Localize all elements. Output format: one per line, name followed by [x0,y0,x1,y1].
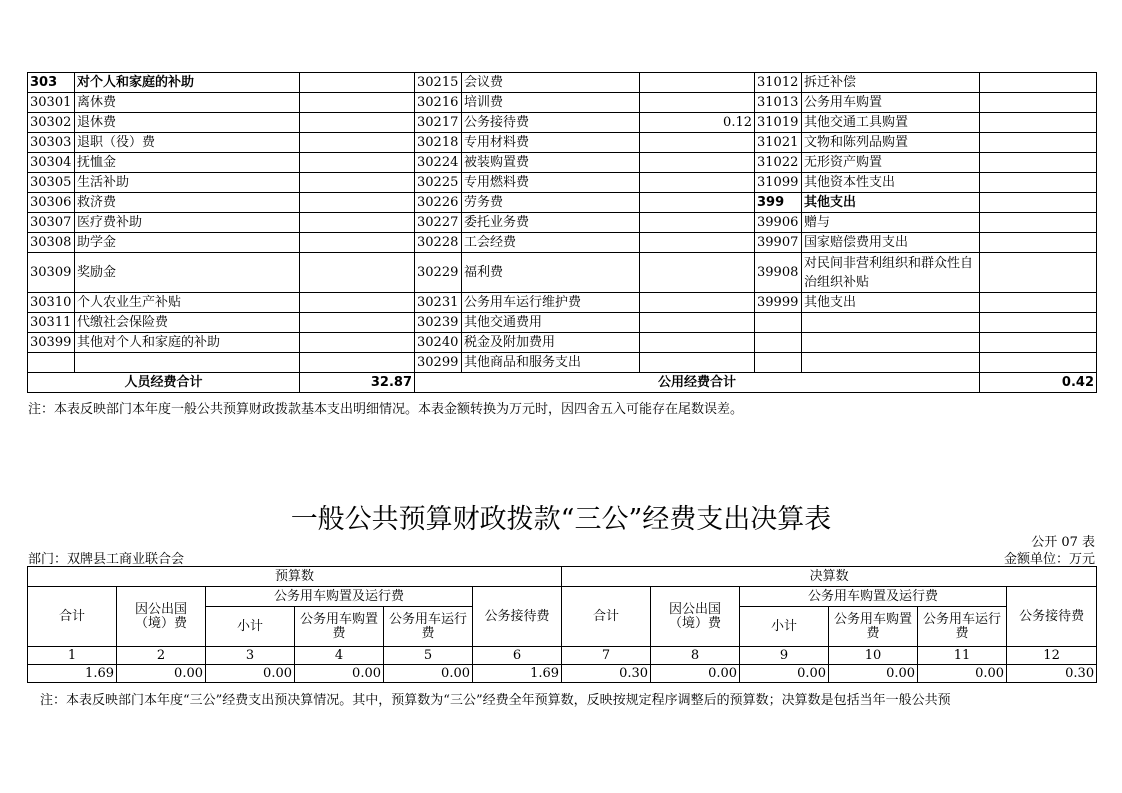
cell-a-amount [300,93,415,113]
cell-a-code: 30304 [28,153,75,173]
cell-c-amount [980,133,1097,153]
cell-a-amount [300,173,415,193]
cell-b-amount [640,193,755,213]
public-total-value: 0.42 [980,373,1097,393]
cell-a-code: 303 [28,73,75,93]
cell-b-code: 30215 [415,73,462,93]
cell-b-amount [640,293,755,313]
final-vehicle-group-header: 公务用车购置及运行费 [740,587,1007,607]
personnel-total-label: 人员经费合计 [28,373,300,393]
column-number: 2 [117,647,206,665]
cell-b-name: 公务接待费 [462,113,640,133]
cell-a-name [75,353,300,373]
cell-a-name: 抚恤金 [75,153,300,173]
cell-c-amount [980,233,1097,253]
cell-b-code: 30227 [415,213,462,233]
table-row [28,233,1097,253]
budget-subtotal-header: 小计 [206,607,295,647]
cell-a-code: 30302 [28,113,75,133]
value-cell: 0.00 [384,665,473,683]
cell-b-amount [640,233,755,253]
cell-c-code: 39908 [755,253,802,293]
cell-c-name: 其他支出 [802,293,980,313]
cell-b-name: 委托业务费 [462,213,640,233]
cell-c-name [802,313,980,333]
column-number: 10 [829,647,918,665]
table-row [28,133,1097,153]
column-number: 3 [206,647,295,665]
cell-b-name: 劳务费 [462,193,640,213]
cell-c-code: 31012 [755,73,802,93]
cell-c-code: 31013 [755,93,802,113]
cell-a-code: 30399 [28,333,75,353]
cell-b-name: 公务用车运行维护费 [462,293,640,313]
cell-c-code: 31022 [755,153,802,173]
cell-c-name: 其他交通工具购置 [802,113,980,133]
value-cell: 1.69 [28,665,117,683]
cell-a-amount [300,73,415,93]
cell-c-amount [980,293,1097,313]
cell-b-code: 30217 [415,113,462,133]
cell-a-code: 30311 [28,313,75,333]
cell-b-code: 30239 [415,313,462,333]
cell-b-amount [640,313,755,333]
cell-a-code [28,353,75,373]
form-code: 公开 07 表 [1031,535,1095,550]
column-number: 11 [918,647,1007,665]
table-row [28,153,1097,173]
cell-a-amount [300,313,415,333]
budget-header: 预算数 [28,567,562,587]
cell-b-name: 会议费 [462,73,640,93]
cell-c-amount [980,353,1097,373]
cell-c-code: 31021 [755,133,802,153]
cell-a-amount [300,293,415,313]
cell-a-amount [300,113,415,133]
cell-a-amount [300,253,415,293]
cell-a-code: 30309 [28,253,75,293]
cell-a-amount [300,213,415,233]
budget-vehicle-operation-header: 公务用车运行费 [384,607,473,647]
cell-b-name: 其他商品和服务支出 [462,353,640,373]
cell-a-code: 30308 [28,233,75,253]
table-row [28,173,1097,193]
value-cell: 0.00 [295,665,384,683]
cell-c-code [755,313,802,333]
three-public-expenses-table [27,566,1097,683]
cell-a-name: 医疗费补助 [75,213,300,233]
cell-b-amount [640,73,755,93]
value-cell: 0.00 [740,665,829,683]
cell-b-code: 30225 [415,173,462,193]
column-number: 12 [1007,647,1097,665]
cell-c-name [802,333,980,353]
table-row [28,333,1097,353]
cell-a-code: 30306 [28,193,75,213]
cell-b-name: 其他交通费用 [462,313,640,333]
table-row [28,213,1097,233]
cell-b-amount [640,133,755,153]
table1-note: 注：本表反映部门本年度一般公共预算财政拨款基本支出明细情况。本表金额转换为万元时，因四舍五入可能存在尾数误差。 [28,402,744,417]
cell-b-name: 专用材料费 [462,133,640,153]
cell-a-name: 其他对个人和家庭的补助 [75,333,300,353]
table-row [28,93,1097,113]
cell-b-code: 30218 [415,133,462,153]
cell-b-code: 30299 [415,353,462,373]
cell-a-code: 30310 [28,293,75,313]
column-number: 5 [384,647,473,665]
value-cell: 0.00 [651,665,740,683]
cell-a-name: 对个人和家庭的补助 [75,73,300,93]
cell-c-code: 31019 [755,113,802,133]
column-number-row [28,647,1097,665]
table-row [28,113,1097,133]
department-label: 部门：双牌县工商业联合会 [28,552,185,567]
final-vehicle-operation-header: 公务用车运行费 [918,607,1007,647]
cell-c-amount [980,173,1097,193]
cell-c-code [755,333,802,353]
personnel-total-value: 32.87 [300,373,415,393]
final-subtotal-header: 小计 [740,607,829,647]
cell-a-name: 退休费 [75,113,300,133]
column-number: 8 [651,647,740,665]
cell-c-amount [980,193,1097,213]
cell-c-name: 无形资产购置 [802,153,980,173]
cell-a-name: 代缴社会保险费 [75,313,300,333]
cell-b-code: 30226 [415,193,462,213]
cell-b-name: 专用燃料费 [462,173,640,193]
cell-b-code: 30216 [415,93,462,113]
value-cell: 0.00 [829,665,918,683]
cell-a-name: 救济费 [75,193,300,213]
cell-c-code [755,353,802,373]
cell-c-name: 文物和陈列品购置 [802,133,980,153]
table-row [28,313,1097,333]
cell-c-amount [980,113,1097,133]
cell-c-name: 其他支出 [802,193,980,213]
value-cell: 0.00 [117,665,206,683]
cell-a-name: 生活补助 [75,173,300,193]
cell-b-code: 30224 [415,153,462,173]
cell-c-code: 39906 [755,213,802,233]
cell-c-name: 公务用车购置 [802,93,980,113]
cell-a-code: 30301 [28,93,75,113]
budget-total-header: 合计 [28,587,117,647]
table-row [28,73,1097,93]
cell-c-code: 31099 [755,173,802,193]
table-row [28,193,1097,213]
table-row [28,293,1097,313]
cell-b-code: 30231 [415,293,462,313]
cell-c-amount [980,313,1097,333]
final-vehicle-purchase-header: 公务用车购置费 [829,607,918,647]
cell-b-amount [640,173,755,193]
cell-b-amount [640,253,755,293]
cell-a-amount [300,193,415,213]
cell-c-amount [980,253,1097,293]
cell-b-name: 培训费 [462,93,640,113]
cell-c-amount [980,333,1097,353]
cell-c-code: 39907 [755,233,802,253]
budget-vehicle-group-header: 公务用车购置及运行费 [206,587,473,607]
table-row [28,353,1097,373]
cell-a-name: 个人农业生产补贴 [75,293,300,313]
cell-b-amount [640,213,755,233]
cell-c-name: 对民间非营利组织和群众性自治组织补贴 [802,253,980,293]
cell-c-code: 399 [755,193,802,213]
public-total-label: 公用经费合计 [415,373,980,393]
budget-vehicle-purchase-header: 公务用车购置费 [295,607,384,647]
value-cell: 0.00 [918,665,1007,683]
value-cell: 1.69 [473,665,562,683]
cell-a-amount [300,333,415,353]
column-number: 7 [562,647,651,665]
cell-a-amount [300,353,415,373]
value-cell: 0.30 [562,665,651,683]
table2-note: 注：本表反映部门本年度“三公”经费支出预决算情况。其中，预算数为“三公”经费全年预算数，反映按规定程序调整后的预算数；决算数是包括当年一般公共预 [40,693,951,708]
cell-c-name: 拆迁补偿 [802,73,980,93]
cell-c-name: 其他资本性支出 [802,173,980,193]
cell-c-code: 39999 [755,293,802,313]
cell-b-name: 福利费 [462,253,640,293]
cell-a-name: 奖励金 [75,253,300,293]
column-number: 1 [28,647,117,665]
cell-c-name: 赠与 [802,213,980,233]
cell-c-name: 国家赔偿费用支出 [802,233,980,253]
cell-b-name: 被装购置费 [462,153,640,173]
cell-b-amount [640,153,755,173]
column-number: 4 [295,647,384,665]
cell-a-code: 30305 [28,173,75,193]
cell-b-amount: 0.12 [640,113,755,133]
cell-c-amount [980,73,1097,93]
final-abroad-header: 因公出国（境）费 [651,587,740,647]
cell-c-amount [980,213,1097,233]
final-header: 决算数 [562,567,1097,587]
cell-c-amount [980,153,1097,173]
cell-b-amount [640,353,755,373]
cell-a-amount [300,233,415,253]
value-cell: 0.30 [1007,665,1097,683]
budget-reception-header: 公务接待费 [473,587,562,647]
cell-a-name: 退职（役）费 [75,133,300,153]
cell-b-code: 30240 [415,333,462,353]
cell-c-name [802,353,980,373]
cell-b-name: 税金及附加费用 [462,333,640,353]
final-reception-header: 公务接待费 [1007,587,1097,647]
cell-b-amount [640,93,755,113]
cell-b-name: 工会经费 [462,233,640,253]
page-title: 一般公共预算财政拨款“三公”经费支出决算表 [290,504,832,535]
cell-a-name: 离休费 [75,93,300,113]
cell-a-name: 助学金 [75,233,300,253]
basic-expenditure-detail-table [27,72,1097,393]
cell-a-code: 30307 [28,213,75,233]
cell-b-code: 30228 [415,233,462,253]
final-total-header: 合计 [562,587,651,647]
amount-unit-label: 金额单位：万元 [1003,552,1095,567]
table-row [28,253,1097,293]
cell-c-amount [980,93,1097,113]
column-number: 9 [740,647,829,665]
cell-b-code: 30229 [415,253,462,293]
value-row [28,665,1097,683]
cell-a-amount [300,133,415,153]
cell-b-amount [640,333,755,353]
budget-abroad-header: 因公出国（境）费 [117,587,206,647]
cell-a-amount [300,153,415,173]
value-cell: 0.00 [206,665,295,683]
column-number: 6 [473,647,562,665]
cell-a-code: 30303 [28,133,75,153]
